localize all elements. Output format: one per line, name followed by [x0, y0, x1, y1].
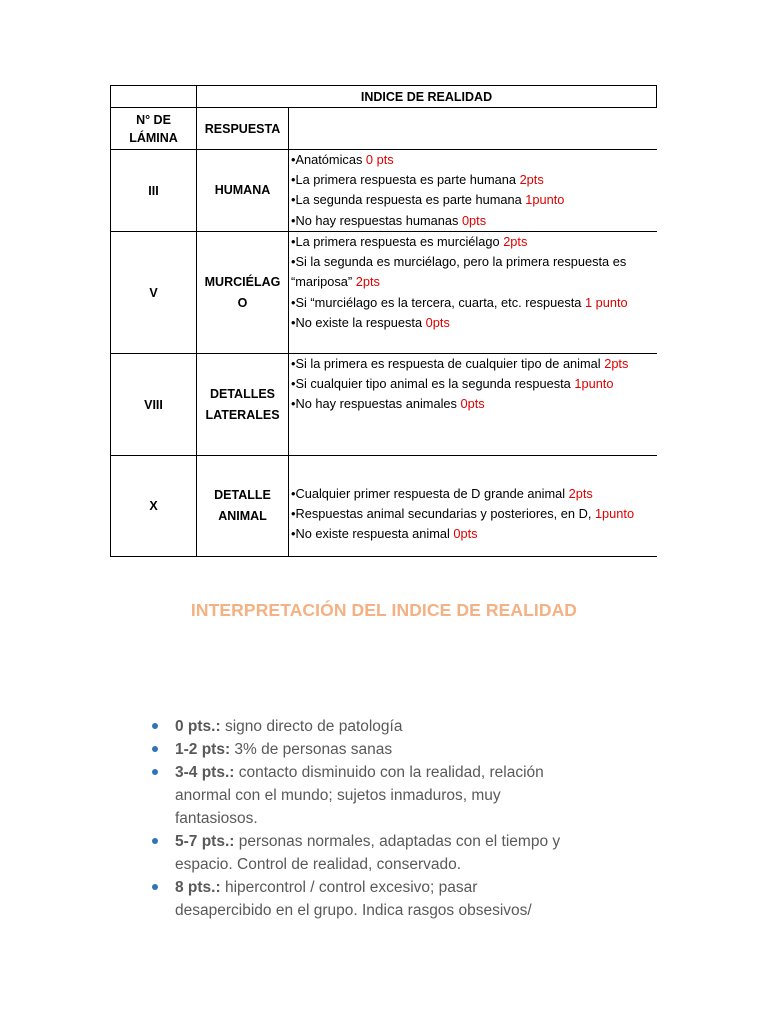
- points-value: 2pts: [568, 485, 593, 501]
- lamina-cell: X: [111, 456, 197, 557]
- points-range-label: 8 pts.:: [175, 879, 221, 896]
- bullet-icon: [152, 769, 158, 775]
- points-value: 0 pts: [365, 152, 394, 167]
- criterion: [291, 313, 657, 333]
- lamina-cell: III: [111, 150, 197, 232]
- criterion-text: •Si la primera es respuesta de cualquier tipo de animal: [291, 356, 605, 371]
- points-value: 2pts: [604, 356, 629, 371]
- header-lamina: [111, 108, 197, 150]
- respuesta-line: DETALLE: [214, 488, 271, 502]
- criterion: [291, 354, 656, 374]
- points-range-label: 5-7 pts.:: [175, 833, 235, 850]
- criterion-text: •La primera respuesta es murciélago: [291, 234, 504, 249]
- criteria-cell: [289, 150, 657, 232]
- item-description: personas normales, adaptadas con el tiempo y espacio. Control de realidad, conservado.: [175, 833, 561, 873]
- criterion: [291, 211, 657, 231]
- item-description: hipercontrol / control excesivo; pasar desapercibido en el grupo. Indica rasgos obsesivos/: [175, 879, 532, 919]
- bullet-icon: [152, 723, 158, 729]
- points-value: 1punto: [525, 192, 565, 208]
- points-range-label: 0 pts.:: [175, 718, 221, 735]
- criterion-text: •Anatómicas: [291, 152, 366, 167]
- header-respuesta: RESPUESTA: [197, 108, 289, 150]
- list-item: [150, 738, 570, 761]
- lamina-cell: VIII: [111, 354, 197, 456]
- criterion: [291, 484, 657, 504]
- bullet-icon: [152, 746, 158, 752]
- criterion-text: •No hay respuestas animales: [291, 396, 461, 412]
- respuesta-line: LATERALES: [205, 407, 280, 422]
- respuesta-line: MURCIÉLAG: [204, 274, 281, 289]
- respuesta-cell: [197, 354, 289, 456]
- points-value: 0pts: [425, 314, 450, 330]
- points-value: 2pts: [503, 234, 528, 249]
- item-description: 3% de personas sanas: [230, 741, 393, 758]
- table-row: [111, 354, 657, 456]
- criterion-text: •Si “murciélago es la tercera, cuarta, etc. respuesta: [291, 294, 585, 310]
- interpretation-list: [150, 715, 570, 922]
- points-value: 1punto: [594, 505, 635, 521]
- table-row: [111, 232, 657, 354]
- points-value: 2pts: [355, 274, 380, 290]
- criterion-text: •La segunda respuesta es parte humana: [291, 192, 526, 208]
- points-value: 1 punto: [584, 294, 628, 310]
- respuesta-cell: [197, 232, 289, 354]
- criterion-text: •Respuestas animal secundarias y posteriores, en D,: [291, 505, 595, 521]
- table-title-spacer-left: [111, 86, 197, 108]
- points-value: 0pts: [453, 526, 478, 542]
- criterion: [291, 524, 657, 544]
- criterion-text: •No hay respuestas humanas: [291, 212, 462, 228]
- header-lamina-text: N° DE LÁMINA: [129, 112, 178, 145]
- reality-index-table: [110, 85, 657, 557]
- lamina-cell: V: [111, 232, 197, 354]
- points-value: 1punto: [574, 376, 614, 392]
- criterion: [291, 293, 646, 313]
- points-value: 0pts: [460, 396, 485, 412]
- respuesta-line: O: [237, 295, 248, 310]
- list-item: [150, 715, 570, 738]
- points-value: 2pts: [519, 172, 544, 188]
- item-description: signo directo de patología: [220, 718, 403, 735]
- table-row: [111, 150, 657, 232]
- table-title: INDICE DE REALIDAD: [197, 86, 657, 108]
- criteria-cell: [289, 232, 657, 354]
- criterion: [291, 232, 657, 252]
- respuesta-line: DETALLES: [209, 386, 276, 401]
- criterion: [291, 394, 657, 414]
- respuesta-cell: [197, 456, 289, 557]
- criterion-text: •La primera respuesta es parte humana: [291, 172, 520, 188]
- criterion: [291, 190, 657, 210]
- criterion-text: •Cualquier primer respuesta de D grande animal: [291, 485, 569, 501]
- criterion-text: •Si cualquier tipo animal es la segunda respuesta: [291, 376, 575, 392]
- criterion: [291, 504, 646, 524]
- criterion-text: •No existe la respuesta: [291, 314, 426, 330]
- list-item: [150, 830, 570, 876]
- bullet-icon: [152, 884, 158, 890]
- list-item: [150, 761, 570, 830]
- interpretation-heading: INTERPRETACIÓN DEL INDICE DE REALIDAD: [190, 600, 578, 620]
- respuesta-line: ANIMAL: [218, 509, 267, 523]
- table-row: [111, 456, 657, 557]
- respuesta-cell: HUMANA: [197, 150, 289, 232]
- criterion: [291, 252, 631, 292]
- criterion-text: •No existe respuesta animal: [291, 526, 454, 542]
- points-value: 0pts: [461, 212, 487, 228]
- item-description: contacto disminuido con la realidad, relación anormal con el mundo; sujetos inmaduros, muy fantasiosos.: [175, 764, 544, 827]
- criterion: [291, 150, 657, 170]
- list-item: [150, 876, 570, 922]
- header-criteria: [289, 108, 657, 150]
- criterion: [291, 374, 636, 394]
- criteria-cell: [289, 354, 657, 456]
- points-range-label: 1-2 pts:: [175, 741, 231, 758]
- criterion: [291, 170, 657, 190]
- criteria-cell: [289, 456, 657, 557]
- criterion-text: •Si la segunda es murciélago, pero la primera respuesta es “mariposa”: [291, 254, 627, 290]
- bullet-icon: [152, 838, 158, 844]
- points-range-label: 3-4 pts.:: [175, 764, 235, 781]
